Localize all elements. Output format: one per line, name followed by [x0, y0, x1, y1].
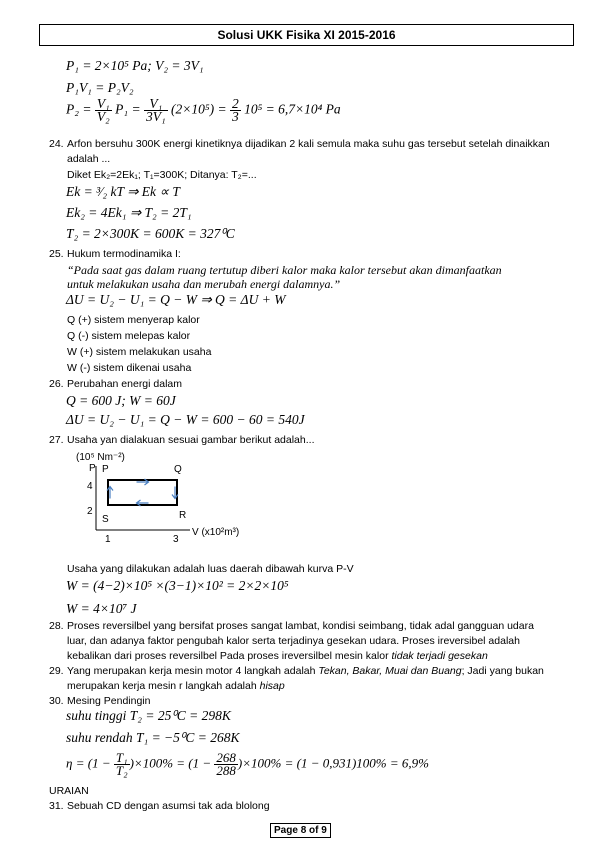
y-tick-label: 2 [87, 506, 93, 517]
emphasis-text: hisap [259, 680, 285, 692]
list-item: Q (-) sistem melepas kalor [67, 330, 191, 342]
corner-label-q: Q [174, 464, 182, 475]
denominator: 288 [216, 763, 236, 778]
numerator: 268 [216, 750, 236, 765]
math-text: (2×10⁵) = [171, 101, 227, 117]
question-title: Hukum termodinamika I: [67, 248, 181, 260]
question-text: Arfon bersuhu 300K energi kinetiknya dijadikan 2 kali semula maka suhu gas tersebut setelah dinaikkan [67, 138, 550, 150]
corner-label-r: R [179, 510, 187, 521]
text-span: Yang merupakan kerja mesin motor 4 langkah adalah [67, 665, 319, 677]
math-text: )×100% = (1 − 0,931)100% = 6,9% [237, 755, 429, 771]
numerator: T₁ [115, 750, 128, 765]
math-line: suhu tinggi T₂ = 25⁰C = 298K [66, 708, 231, 723]
math-line: Ek = ³⁄₂ kT ⇒ Ek ∝ T [66, 184, 180, 199]
paragraph-line [67, 665, 544, 677]
pv-cycle-rectangle [108, 480, 177, 505]
text-span: ; Jadi yang bukan [461, 665, 544, 677]
denominator: T₂ [115, 763, 128, 778]
emphasis-text: tidak terjadi gesekan [391, 650, 488, 662]
math-line: P₁V₁ = P₂V₂ [66, 80, 134, 95]
section-title: URAIAN [49, 785, 89, 797]
math-line: ΔU = U₂ − U₁ = Q − W ⇒ Q = ΔU + W [66, 292, 286, 307]
paragraph-line: luar, dan adanya faktor pengubah kalor serta terjadinya gesekan udara. Proses ireversibel adalah [67, 635, 520, 647]
known-values: Diket Ek₂=2Ek₁; T₁=300K; Ditanya: T₂=... [67, 169, 257, 181]
emphasis-text: Tekan, Bakar, Muai dan Buang [318, 665, 462, 677]
paragraph-line [67, 680, 285, 692]
list-item: Q (+) sistem menyerap kalor [67, 314, 200, 326]
fraction [214, 752, 238, 777]
question-number: 26. [49, 378, 64, 390]
text-span: kebalikan dari proses reversilbel Pada proses ireversilbel mesin kalor [67, 650, 392, 662]
question-title: Mesing Pendingin [67, 695, 151, 707]
paragraph-line: Proses reversilbel yang bersifat proses sangat lambat, kondisi seimbang, tidak adal gangguan udara [67, 620, 534, 632]
list-item: W (+) sistem melakukan usaha [67, 346, 212, 358]
page-footer [270, 823, 331, 838]
y-tick-label: 4 [87, 481, 93, 492]
corner-label-s: S [102, 514, 109, 525]
page-number: 8 [300, 825, 307, 836]
page-total: 9 [321, 825, 327, 836]
question-text: adalah ... [67, 153, 111, 165]
math-line: Ek₂ = 4Ek₁ ⇒ T₂ = 2T₁ [66, 205, 192, 220]
header-title: Solusi UKK Fisika XI 2015-2016 [217, 28, 396, 42]
text-span: merupakan kerja mesin r langkah adalah [67, 680, 260, 692]
fraction [114, 752, 130, 777]
math-text: P₁ = [115, 101, 141, 117]
denominator: 3V₁ [145, 109, 166, 124]
math-line: ΔU = U₂ − U₁ = Q − W = 600 − 60 = 540J [66, 412, 305, 427]
question-number: 27. [49, 434, 64, 446]
math-line: P₁ = 2×10⁵ Pa; V₂ = 3V₁ [66, 58, 204, 73]
numerator: V₁ [144, 98, 168, 111]
y-axis-letter: P [89, 463, 96, 474]
math-line: Q = 600 J; W = 60J [66, 393, 176, 408]
question-number: 25. [49, 248, 64, 260]
question-number: 29. [49, 665, 64, 677]
question-number: 30. [49, 695, 64, 707]
math-text: η = [66, 755, 85, 771]
efficiency-equation [66, 752, 429, 777]
math-line: suhu rendah T₁ = −5⁰C = 268K [66, 730, 240, 745]
math-text: )×100% = (1 − [129, 755, 215, 771]
explanation-text: Usaha yang dilakukan adalah luas daerah dibawah kurva P-V [67, 563, 354, 575]
list-item: W (-) sistem dikenai usaha [67, 362, 192, 374]
math-line: T₂ = 2×300K = 600K = 327⁰C [66, 226, 235, 241]
math-text: 10⁵ = 6,7×10⁴ Pa [244, 101, 341, 117]
question-text: Sebuah CD dengan asumsi tak ada blolong [67, 800, 270, 812]
x-tick-label: 3 [173, 534, 179, 545]
quote-line: “Pada saat gas dalam ruang tertutup diberi kalor maka kalor tersebut akan dimanfaatkan [67, 263, 502, 277]
question-title: Perubahan energi dalam [67, 378, 182, 390]
x-tick-label: 1 [105, 534, 111, 545]
question-number: 24. [49, 138, 64, 150]
math-line: W = (4−2)×10⁵ ×(3−1)×10² = 2×2×10⁵ [66, 578, 289, 593]
math-text: P₂ = [66, 101, 92, 117]
question-number: 28. [49, 620, 64, 632]
numerator: 2 [231, 96, 239, 111]
denominator: V₂ [96, 109, 110, 124]
quote-line: untuk melakukan usaha dan merubah energi dalamnya.” [67, 277, 341, 291]
numerator: V₁ [96, 96, 110, 111]
page-prefix: Page [274, 825, 301, 836]
paragraph-line [67, 650, 488, 662]
math-line: W = 4×10⁷ J [66, 601, 137, 616]
page-mid: of [306, 825, 322, 836]
question-title: Usaha yan dialakuan sesuai gambar berikut adalah... [67, 434, 315, 446]
math-text: (1 − [87, 755, 114, 771]
x-axis-label: V (x10²m³) [192, 527, 240, 538]
question-number: 31. [49, 800, 64, 812]
corner-label-p: P [102, 464, 109, 475]
y-axis-unit-label: (10⁵ Nm⁻²) [76, 452, 125, 463]
denominator: 3 [231, 109, 239, 124]
